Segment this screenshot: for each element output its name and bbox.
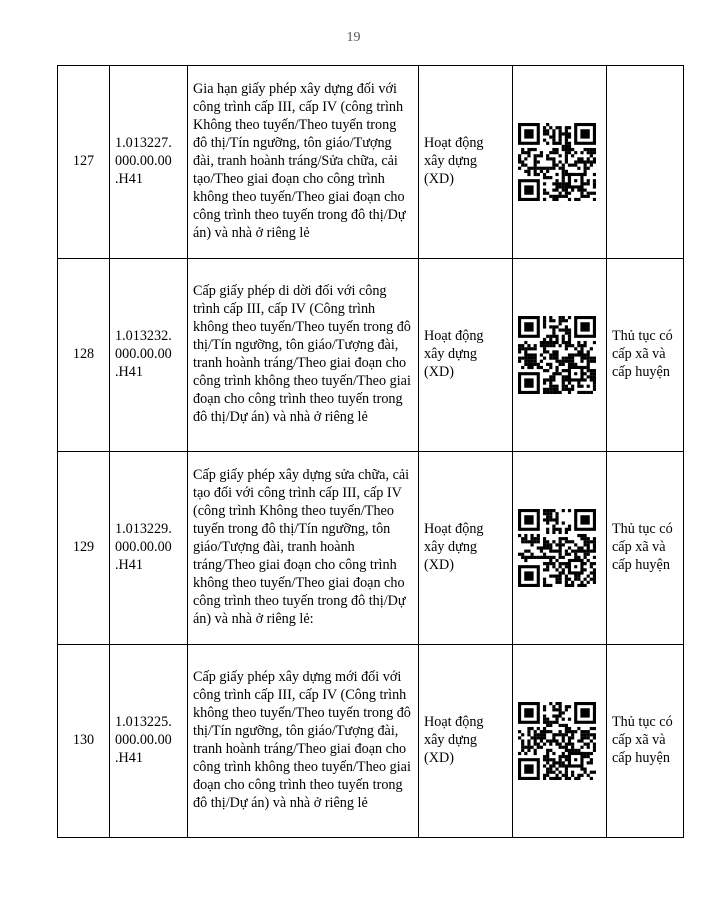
table-row [58, 645, 684, 838]
procedure-field: Hoạt động xây dựng (XD) [419, 66, 513, 259]
procedure-note: Thủ tục có cấp xã và cấp huyện [607, 645, 684, 838]
procedure-name: Gia hạn giấy phép xây dựng đối với công trình cấp III, cấp IV (công trình Không theo tuyến/Theo tuyến trong đô thị/Tín ngưỡng, tôn giáo/Tượng đài, tranh hoành tráng/Sửa chữa, cải tạo/Theo giai đoạn cho công trình không theo tuyến/Theo giai đoạn cho công trình theo tuyến trong đô thị/Dự án) và nhà ở riêng lẻ [188, 66, 419, 259]
qr-code-icon[interactable] [518, 123, 596, 201]
procedure-name: Cấp giấy phép xây dựng mới đối với công trình cấp III, cấp IV (Công trình không theo tuyến/Theo tuyến trong đô thị/Tín ngưỡng, tôn giáo/Tượng đài, tranh hoành tráng/Theo giai đoạn cho công trình không theo tuyến/Theo giai đoạn cho công trình theo tuyến trong đô thị/Dự án) và nhà ở riêng lẻ [188, 645, 419, 838]
row-number: 127 [58, 66, 110, 259]
procedure-code [110, 66, 188, 259]
page-number: 19 [346, 30, 361, 45]
row-number: 129 [58, 452, 110, 645]
procedure-field: Hoạt động xây dựng (XD) [419, 645, 513, 838]
code-line: 1.013229. [115, 521, 172, 538]
code-line: 1.013232. [115, 328, 172, 345]
row-number: 130 [58, 645, 110, 838]
code-line: .H41 [115, 556, 143, 573]
code-line: .H41 [115, 363, 143, 380]
code-line: .H41 [115, 749, 143, 766]
procedure-code [110, 259, 188, 452]
row-number: 128 [58, 259, 110, 452]
code-line: 1.013227. [115, 135, 172, 152]
procedure-code [110, 645, 188, 838]
procedure-note [607, 66, 684, 259]
procedure-name: Cấp giấy phép di dời đối với công trình cấp III, cấp IV (Công trình không theo tuyến/Theo tuyến trong đô thị/Tín ngưỡng, tôn giáo/Tượng đài, tranh hoành tráng/Theo giai đoạn cho công trình không theo tuyến/Theo giai đoạn cho công trình theo tuyến trong đô thị/Dự án) và nhà ở riêng lẻ [188, 259, 419, 452]
table-row [58, 259, 684, 452]
code-line: 000.00.00 [115, 539, 172, 556]
qr-code-icon[interactable] [518, 509, 596, 587]
table-row [58, 66, 684, 259]
code-line: 000.00.00 [115, 346, 172, 363]
qr-code-icon[interactable] [518, 316, 596, 394]
procedure-field: Hoạt động xây dựng (XD) [419, 452, 513, 645]
code-line: .H41 [115, 170, 143, 187]
qr-code-icon[interactable] [518, 702, 596, 780]
code-line: 000.00.00 [115, 732, 172, 749]
code-line: 000.00.00 [115, 153, 172, 170]
table-row [58, 452, 684, 645]
procedure-field: Hoạt động xây dựng (XD) [419, 259, 513, 452]
procedure-table [57, 65, 684, 838]
procedure-note: Thủ tục có cấp xã và cấp huyện [607, 259, 684, 452]
procedure-note: Thủ tục có cấp xã và cấp huyện [607, 452, 684, 645]
procedure-code [110, 452, 188, 645]
procedure-name: Cấp giấy phép xây dựng sửa chữa, cải tạo đối với công trình cấp III, cấp IV (công trình Không theo tuyến/Theo tuyến trong đô thị/Tín ngưỡng, tôn giáo/Tượng đài, tranh hoành tráng/Theo giai đoạn cho công trình không theo tuyến/Theo giai đoạn cho công trình theo tuyến trong đô thị/Dự án) và nhà ở riêng lẻ: [188, 452, 419, 645]
code-line: 1.013225. [115, 714, 172, 731]
